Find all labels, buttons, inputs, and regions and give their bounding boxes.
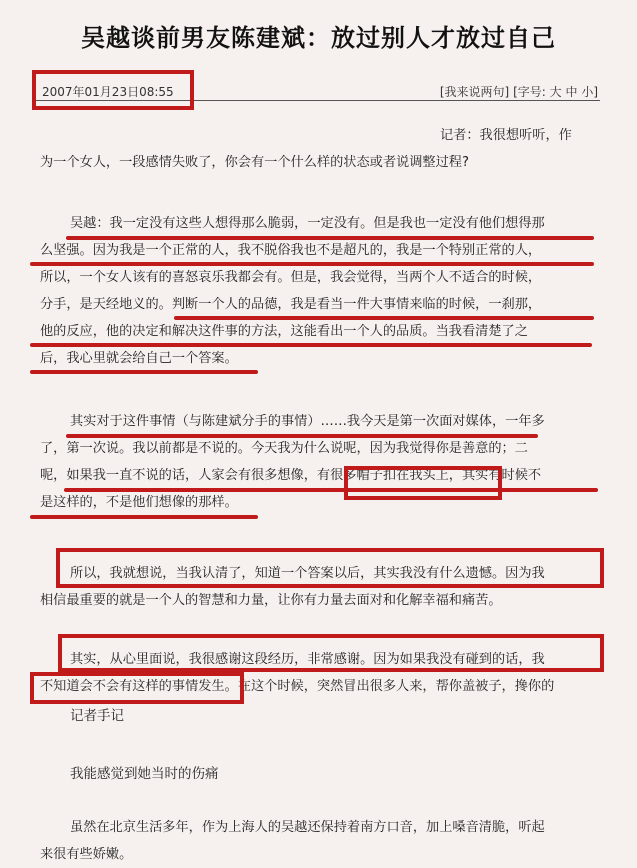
paragraph-line: 其实，从心里面说，我很感谢这段经历，非常感谢。因为如果我没有碰到的话，我 <box>70 652 545 667</box>
underline-mark <box>30 262 594 266</box>
question-line: 为一个女人，一段感情失败了，你会有一个什么样的状态或者说调整过程? <box>40 155 469 170</box>
date-highlight-box <box>32 70 194 110</box>
font-size-small[interactable]: 小] <box>581 85 598 99</box>
article-tools <box>440 83 598 100</box>
comment-link[interactable]: [我来说两句] <box>439 85 510 99</box>
font-size-label: [字号: <box>513 85 546 99</box>
underline-mark <box>30 343 592 347</box>
underline-mark <box>64 488 598 492</box>
paragraph-line: 后，我心里就会给自己一个答案。 <box>40 351 238 366</box>
paragraph-line: 是这样的，不是他们想像的那样。 <box>40 495 238 510</box>
paragraph-line: 所以，一个女人该有的喜怒哀乐我都会有。但是，我会觉得，当两个人不适合的时候， <box>40 270 542 285</box>
underline-mark <box>30 515 258 519</box>
paragraph-line: 吴越：我一定没有这些人想得那么脆弱，一定没有。但是我也一定没有他们想得那 <box>70 216 545 231</box>
paragraph-line: 相信最重要的就是一个人的智慧和力量，让你有力量去面对和化解幸福和痛苦。 <box>40 593 502 608</box>
underline-mark <box>30 370 258 374</box>
paragraph-line: 分手，是天经地义的。判断一个人的品德，我是看当一件大事情来临的时候，一刹那， <box>40 297 542 312</box>
paragraph-highlight-box <box>58 634 604 672</box>
paragraph-line: 他的反应，他的决定和解决这件事的方法，这能看出一个人的品质。当我看清楚了之 <box>40 324 528 339</box>
paragraph-line: 虽然在北京生活多年，作为上海人的吴越还保持着南方口音，加上嗓音清脆，听起 <box>70 820 545 835</box>
phrase-highlight-box <box>344 466 502 500</box>
question-line: 记者：我很想听听，作 <box>440 128 572 143</box>
font-size-medium[interactable]: 中 <box>565 85 578 99</box>
answer-paragraph-2 <box>40 408 610 516</box>
notes-heading: 记者手记 <box>70 708 124 724</box>
phrase-highlight-box <box>30 672 244 704</box>
underline-mark <box>66 434 538 438</box>
paragraph-line: 了，第一次说。我以前都是不说的。今天我为什么说呢，因为我觉得你是善意的；二 <box>40 441 528 456</box>
notes-subheading: 我能感觉到她当时的伤痛 <box>70 766 219 782</box>
underline-mark <box>66 236 594 240</box>
paragraph-line: 呢，如果我一直不说的话，人家会有很多想像，有很多帽子扣在我头上，其实有时候不 <box>40 468 542 483</box>
paragraph-line: 其实对于这件事情（与陈建斌分手的事情）……我今天是第一次面对媒体，一年多 <box>70 414 545 429</box>
article-title: 吴越谈前男友陈建斌：放过别人才放过自己 <box>81 24 556 52</box>
paragraph-line: 不知道会不会有这样的事情发生。在这个时候，突然冒出很多人来，帮你盖被子，搀你的 <box>40 679 555 694</box>
underline-mark <box>174 316 594 320</box>
answer-paragraph-1 <box>40 210 610 372</box>
paragraph-line: 么坚强。因为我是一个正常的人，我不脱俗我也不是超凡的，我是一个特别正常的人， <box>40 243 542 258</box>
paragraph-line: 来很有些娇嫩。 <box>40 847 133 862</box>
question-paragraph <box>40 122 610 176</box>
publish-date: 2007年01月23日08:55 <box>42 85 174 99</box>
notes-paragraph <box>40 814 610 868</box>
paragraph-line: 所以，我就想说，当我认清了，知道一个答案以后，其实我没有什么遗憾。因为我 <box>70 566 545 581</box>
font-size-large[interactable]: 大 <box>549 85 562 99</box>
paragraph-highlight-box <box>56 548 604 588</box>
